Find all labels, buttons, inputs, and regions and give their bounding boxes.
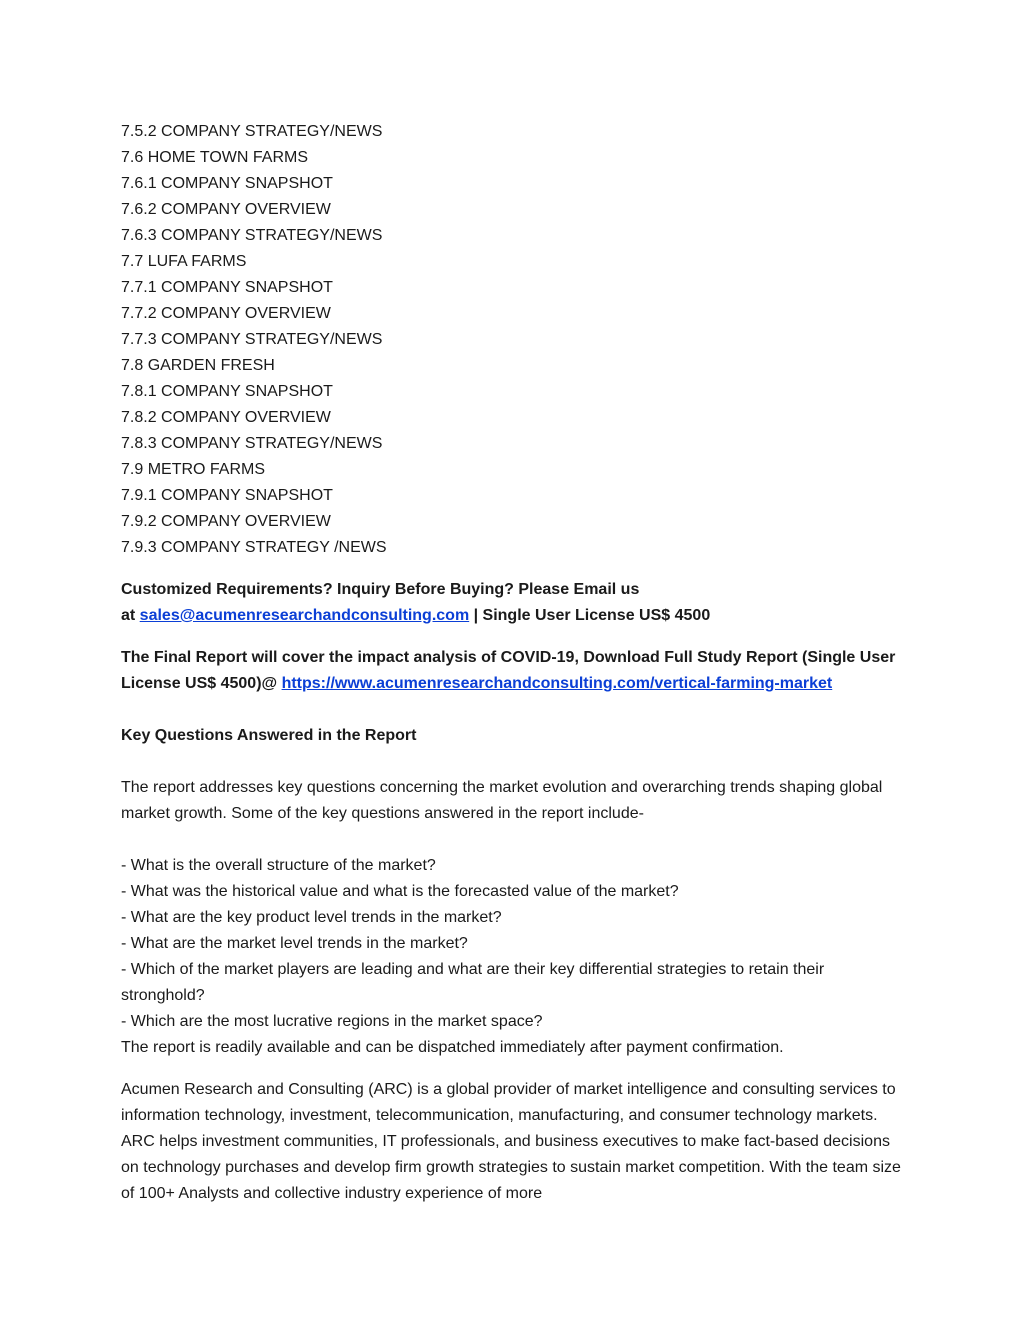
spacer xyxy=(121,1061,911,1077)
toc-item: 7.6 HOME TOWN FARMS xyxy=(121,149,308,166)
spacer xyxy=(121,749,911,775)
key-questions-heading: Key Questions Answered in the Report xyxy=(121,727,417,744)
about-paragraph: Acumen Research and Consulting (ARC) is a global provider of market intelligence and consulting services to information technology, investment, telecommunication, manufacturing, and consumer technology markets. ARC helps investment communities, IT professionals, and business executives to make fact-based decisions on technology purchases and develop firm growth strategies to sustain market competition. With the team size of 100+ Analysts and collective industry experience of more xyxy=(121,1081,901,1202)
final-report-text: The Final Report will cover the impact analysis of COVID-19, Download Full Study Report (Single User License US$ 4500)@ xyxy=(121,649,896,692)
document-page xyxy=(121,119,911,1207)
toc-item: 7.5.2 COMPANY STRATEGY/NEWS xyxy=(121,123,383,140)
toc-item: 7.9.2 COMPANY OVERVIEW xyxy=(121,513,331,530)
toc-item: 7.7.2 COMPANY OVERVIEW xyxy=(121,305,331,322)
report-url-link[interactable]: https://www.acumenresearchandconsulting.com/vertical-farming-market xyxy=(281,675,833,692)
inquiry-line-1: Customized Requirements? Inquiry Before Buying? Please Email us xyxy=(121,581,640,598)
toc-item: 7.6.2 COMPANY OVERVIEW xyxy=(121,201,331,218)
table-of-contents xyxy=(121,119,911,561)
questions-list xyxy=(121,853,911,1035)
spacer xyxy=(121,697,911,723)
toc-item: 7.6.1 COMPANY SNAPSHOT xyxy=(121,175,333,192)
question-item: - What are the market level trends in the market? xyxy=(121,935,468,952)
toc-item: 7.9.1 COMPANY SNAPSHOT xyxy=(121,487,333,504)
toc-item: 7.8 GARDEN FRESH xyxy=(121,357,275,374)
toc-item: 7.9 METRO FARMS xyxy=(121,461,266,478)
toc-item: 7.8.1 COMPANY SNAPSHOT xyxy=(121,383,333,400)
inquiry-paragraph xyxy=(121,577,911,629)
question-item: - Which are the most lucrative regions in the market space? xyxy=(121,1013,543,1030)
toc-item: 7.7 LUFA FARMS xyxy=(121,253,247,270)
spacer xyxy=(121,827,911,853)
toc-item: 7.9.3 COMPANY STRATEGY /NEWS xyxy=(121,539,387,556)
intro-paragraph: The report addresses key questions concerning the market evolution and overarching trends shaping global market growth. Some of the key questions answered in the report include- xyxy=(121,779,883,822)
inquiry-at: at xyxy=(121,607,140,624)
spacer xyxy=(121,629,911,645)
toc-item: 7.6.3 COMPANY STRATEGY/NEWS xyxy=(121,227,383,244)
spacer xyxy=(121,561,911,577)
question-item: - What is the overall structure of the market? xyxy=(121,857,436,874)
toc-item: 7.7.1 COMPANY SNAPSHOT xyxy=(121,279,333,296)
toc-item: 7.8.3 COMPANY STRATEGY/NEWS xyxy=(121,435,383,452)
final-report-paragraph xyxy=(121,645,911,697)
question-item: - What was the historical value and what is the forecasted value of the market? xyxy=(121,883,679,900)
inquiry-license: | Single User License US$ 4500 xyxy=(469,607,711,624)
toc-item: 7.8.2 COMPANY OVERVIEW xyxy=(121,409,331,426)
question-item: - What are the key product level trends in the market? xyxy=(121,909,502,926)
sales-email-link[interactable]: sales@acumenresearchandconsulting.com xyxy=(139,607,470,624)
availability-text: The report is readily available and can be dispatched immediately after payment confirmation. xyxy=(121,1039,784,1056)
question-item: - Which of the market players are leading and what are their key differential strategies to retain their stronghold? xyxy=(121,961,825,1004)
toc-item: 7.7.3 COMPANY STRATEGY/NEWS xyxy=(121,331,383,348)
